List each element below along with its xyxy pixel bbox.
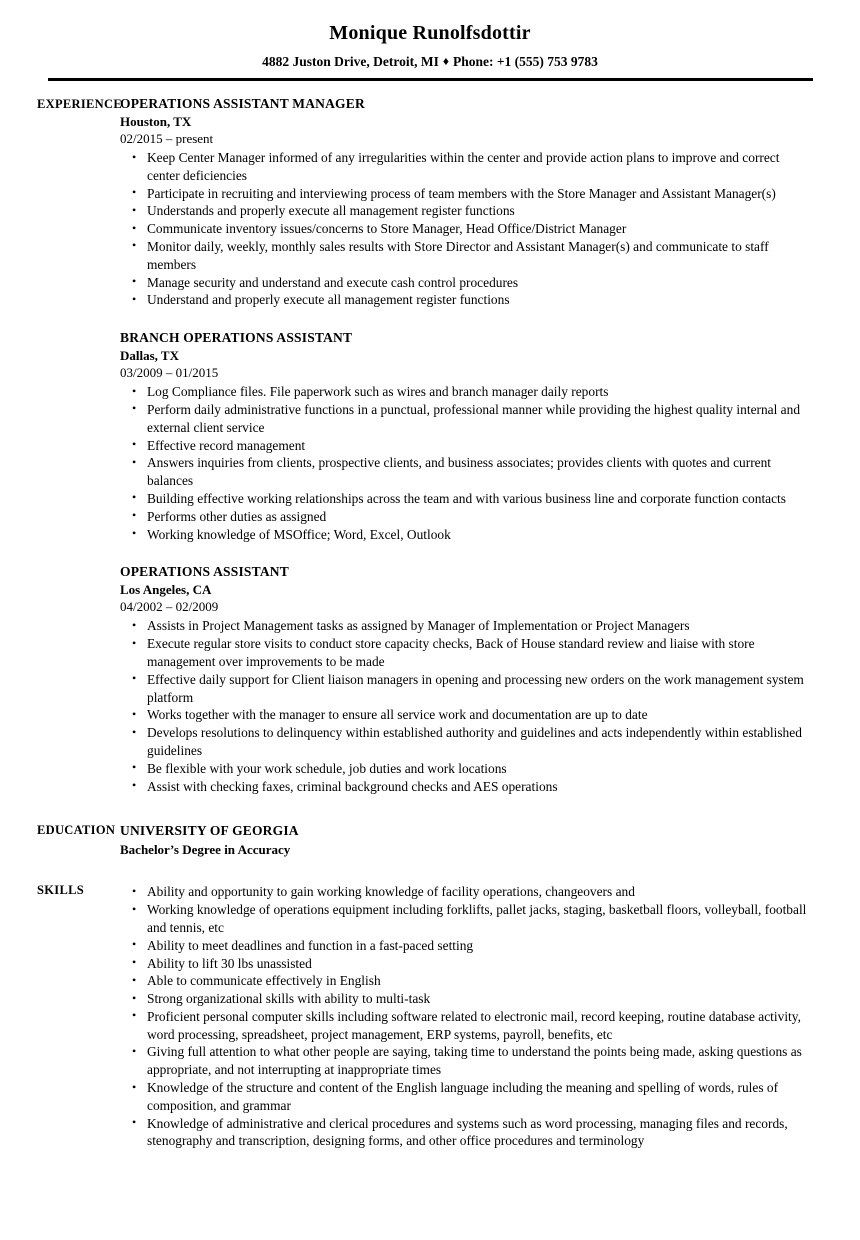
job-bullet: • Log Compliance files. File paperwork such as wires and branch manager daily reports — [120, 383, 812, 401]
resume-header — [0, 0, 860, 81]
skill-bullet: • Strong organizational skills with ability to multi-task — [120, 990, 812, 1008]
candidate-name: Monique Runolfsdottir — [329, 22, 531, 44]
job-bullet: • Develops resolutions to delinquency within established authority and guidelines and acts independently within established guidelines — [120, 724, 812, 760]
skills-section-label: SKILLS — [37, 883, 84, 898]
candidate-address: 4882 Juston Drive, Detroit, MI — [262, 54, 439, 69]
education-entry — [120, 821, 812, 859]
diamond-separator-icon: ♦ — [442, 54, 449, 68]
experience-section-label: EXPERIENCE — [37, 97, 122, 111]
section-spacer — [0, 859, 860, 881]
job-location: Los Angeles, CA — [120, 582, 212, 598]
job-dates: 04/2002 – 02/2009 — [120, 599, 219, 615]
candidate-phone: Phone: +1 (555) 753 9783 — [452, 54, 598, 69]
skill-bullet: • Giving full attention to what other people are saying, taking time to understand the points being made, asking questions as appropriate, and not interrupting at inappropriate times — [120, 1043, 812, 1079]
education-section — [0, 821, 860, 859]
skills-bullet-list — [120, 883, 812, 1150]
skills-section — [0, 881, 860, 1150]
resume-content — [0, 81, 860, 1150]
job-dates: 02/2015 – present — [120, 131, 214, 146]
skill-bullet: • Knowledge of administrative and clerical procedures and systems such as word processing, managing files and records, stenography and transcription, designing forms, and other office procedures and terminology — [120, 1115, 812, 1151]
job-bullet: • Working knowledge of MSOffice; Word, Excel, Outlook — [120, 526, 812, 544]
experience-entry — [120, 563, 812, 795]
skill-bullet: • Ability to meet deadlines and function in a fast-paced setting — [120, 937, 812, 955]
job-bullet: • Monitor daily, weekly, monthly sales results with Store Director and Assistant Manager(s) and communicate to staff members — [120, 238, 812, 274]
job-bullet: • Understands and properly execute all management register functions — [120, 202, 812, 220]
skill-bullet: • Knowledge of the structure and content of the English language including the meaning and spelling of words, rules of composition, and grammar — [120, 1079, 812, 1115]
skills-entries — [120, 881, 860, 1150]
education-degree: Bachelor’s Degree in Accuracy — [120, 842, 291, 858]
skill-bullet: • Working knowledge of operations equipment including forklifts, pallet jacks, staging, basketball floors, volleyball, football and tennis, etc — [120, 901, 812, 937]
job-bullet: • Effective record management — [120, 437, 812, 455]
job-bullet: • Answers inquiries from clients, prospective clients, and business associates; provides clients with quotes and current balances — [120, 454, 812, 490]
job-location: Houston, TX — [120, 114, 192, 129]
job-bullet: • Understand and properly execute all management register functions — [120, 291, 812, 309]
job-bullet: • Assists in Project Management tasks as assigned by Manager of Implementation or Project Managers — [120, 617, 812, 635]
job-location: Dallas, TX — [120, 348, 179, 364]
job-bullet-list — [120, 617, 812, 795]
job-bullet-list — [120, 383, 812, 543]
job-bullet: • Manage security and understand and execute cash control procedures — [120, 274, 812, 292]
skill-bullet: • Proficient personal computer skills including software related to electronic mail, record keeping, routine database activity, word processing, spreadsheet, project management, ERP systems, payroll, benefits, etc — [120, 1008, 812, 1044]
job-bullet: • Effective daily support for Client liaison managers in opening and processing new orders on the work management system platform — [120, 671, 812, 707]
skill-bullet: • Ability to lift 30 lbs unassisted — [120, 955, 812, 973]
job-title: BRANCH OPERATIONS ASSISTANT — [120, 330, 353, 346]
education-section-label: EDUCATION — [37, 823, 116, 838]
section-spacer — [0, 795, 860, 821]
skill-bullet: • Able to communicate effectively in English — [120, 972, 812, 990]
job-bullet: • Performs other duties as assigned — [120, 508, 812, 526]
job-bullet: • Be flexible with your work schedule, job duties and work locations — [120, 760, 812, 778]
education-school: UNIVERSITY OF GEORGIA — [120, 823, 299, 839]
experience-entries — [120, 95, 860, 795]
experience-entry — [120, 95, 812, 309]
education-entries — [120, 821, 860, 859]
job-bullet: • Building effective working relationships across the team and with various business line and corporate function contacts — [120, 490, 812, 508]
candidate-contact-line — [0, 52, 860, 72]
job-bullet: • Works together with the manager to ensure all service work and documentation are up to date — [120, 706, 812, 724]
job-title: OPERATIONS ASSISTANT — [120, 564, 289, 580]
job-bullet: • Assist with checking faxes, criminal background checks and AES operations — [120, 778, 812, 796]
job-bullet: • Keep Center Manager informed of any irregularities within the center and provide action plans to improve and correct center deficiencies — [120, 149, 812, 185]
job-bullet: • Participate in recruiting and interviewing process of team members with the Store Manager and Assistant Manager(s) — [120, 185, 812, 203]
job-title: OPERATIONS ASSISTANT MANAGER — [120, 96, 365, 111]
job-bullet: • Perform daily administrative functions in a punctual, professional manner while providing the highest quality internal and external client service — [120, 401, 812, 437]
skill-bullet: • Ability and opportunity to gain working knowledge of facility operations, changeovers and — [120, 883, 812, 901]
job-bullet: • Communicate inventory issues/concerns to Store Manager, Head Office/District Manager — [120, 220, 812, 238]
experience-entry — [120, 329, 812, 543]
job-bullet-list — [120, 149, 812, 309]
job-dates: 03/2009 – 01/2015 — [120, 365, 219, 381]
experience-section — [0, 95, 860, 795]
job-bullet: • Execute regular store visits to conduct store capacity checks, Back of House standard review and liaise with store management over improvements to be made — [120, 635, 812, 671]
